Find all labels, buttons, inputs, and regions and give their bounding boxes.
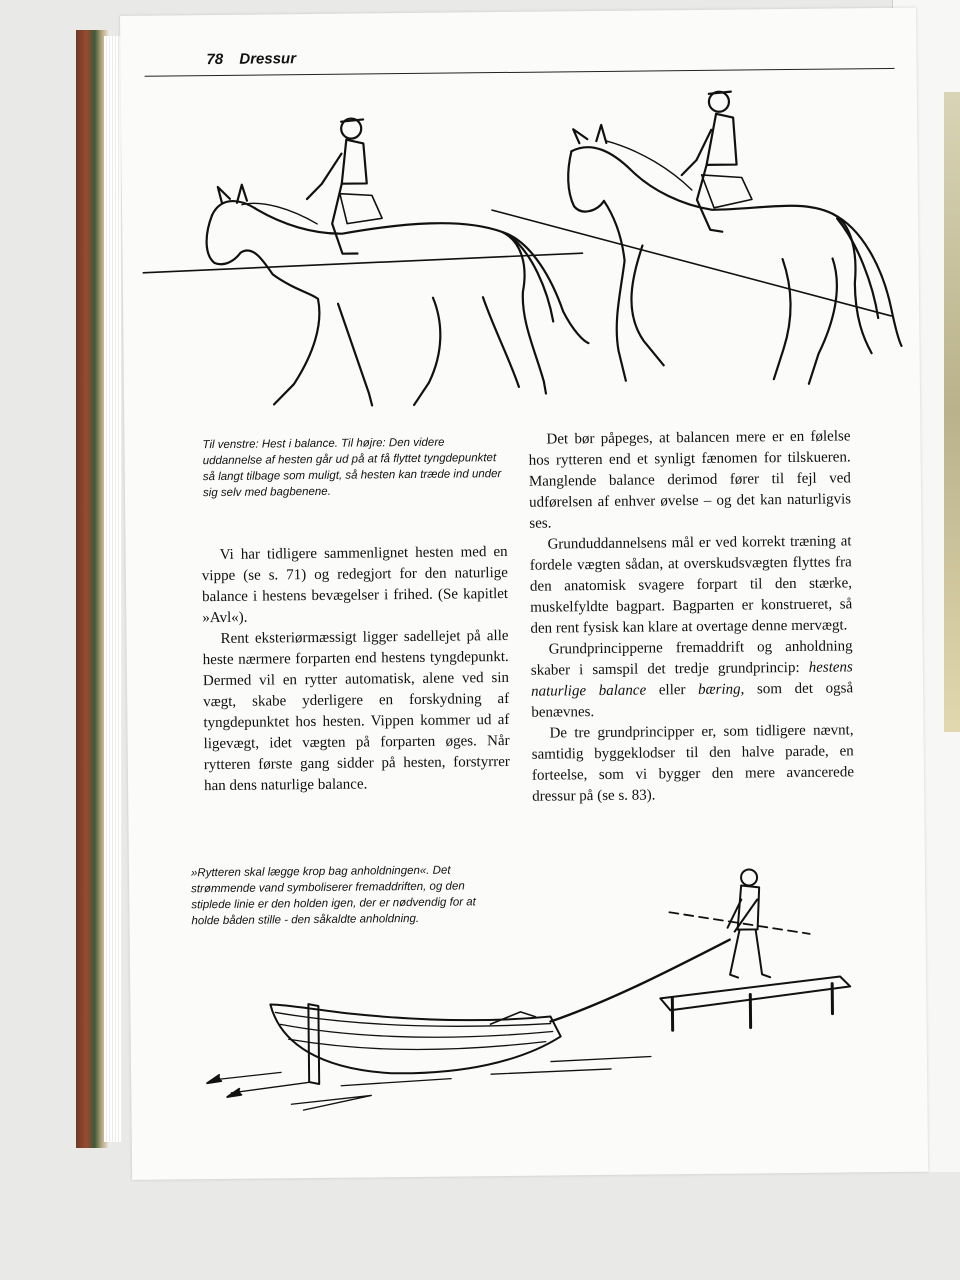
right-paragraph-3-b: eller [646,681,699,699]
right-paragraph-1: Det bør påpeges, at balancen mere er en følelse hos rytteren end et synligt fænomen for tilskueren. Manglende balance derimod fører til fejl ved udførelsen af enhver øvelse – og det kan naturligvis ses. [528,428,852,532]
left-column [202,542,511,797]
top-caption: Til venstre: Hest i balance. Til højre: Den videre uddannelse af hesten går ud på at få flyttet tyngdepunktet så langt tilbage som muligt, så hesten kan træde ind under sig selv med bagbenene. [202,436,502,500]
page-header [206,50,296,68]
header-rule [145,68,895,77]
term-baering: bæring [698,681,741,698]
page-stack [104,36,122,1142]
left-paragraph-1: Vi har tidligere sammenlignet hesten med en vippe (se s. 71) og redegjort for den naturlige balance i hestens bevægelser i frihed. (Se kapitlet »Avl«). [201,543,509,627]
left-paragraph-2: Rent eksteriørmæssigt ligger sadellejet på alle heste nærmere forparten end hestens tyngdepunkt. Dermed vil en rytter automatisk, alene ved sin vægt, skabe yderligere en forskydning af tyngdepunktet hos hesten. Vippen kommer ud af ligevægt, idet vægten på forparten øges. Når rytteren første gang sidder på hesten, forstyrrer han dens naturlige balance. [202,627,510,795]
term-natural-balance: hestens naturlige balance [531,659,853,700]
horse-balance-illustration [141,78,905,431]
right-horse-drawing [567,90,902,386]
right-paragraph-3 [531,636,854,723]
right-paragraph-3-c: , som det også benævnes. [531,680,854,721]
boat-anholdning-illustration [189,848,872,1115]
page-number: 78 [206,50,224,69]
right-paragraph-4: De tre grundprincipper er, som tidligere nævnt, samtidig byggeklodser til den halve parade, en forteelse, som vi bygger den mere avancerede dressur på (se s. 83). [531,722,855,805]
right-paragraph-2: Grunduddannelsens mål er ved korrekt træning at fordele vægten sådan, at overskudsvægten flyttes fra den anatomisk svagere forpart til den stærke, muskelfyldte bagpart. Bagparten er konstrueret, så den rent fysisk kan klare at overtage denne mervægt. [529,533,853,637]
book-page [120,8,928,1180]
bottom-caption: »Rytteren skal lægge krop bag anholdningen«. Det strømmende vand symboliserer fremaddriften, og den stiplede linie er den holden igen, der er nødvendig for at holde båden stille - den såkaldte anholdning. [190,864,476,928]
right-column [528,426,854,807]
right-paragraph-3-a: Grundprincipperne fremaddrift og anholdning skaber i samspil det tredje grundprincip: [530,638,853,679]
section-title: Dressur [239,50,297,68]
facing-page-photo [944,92,960,732]
